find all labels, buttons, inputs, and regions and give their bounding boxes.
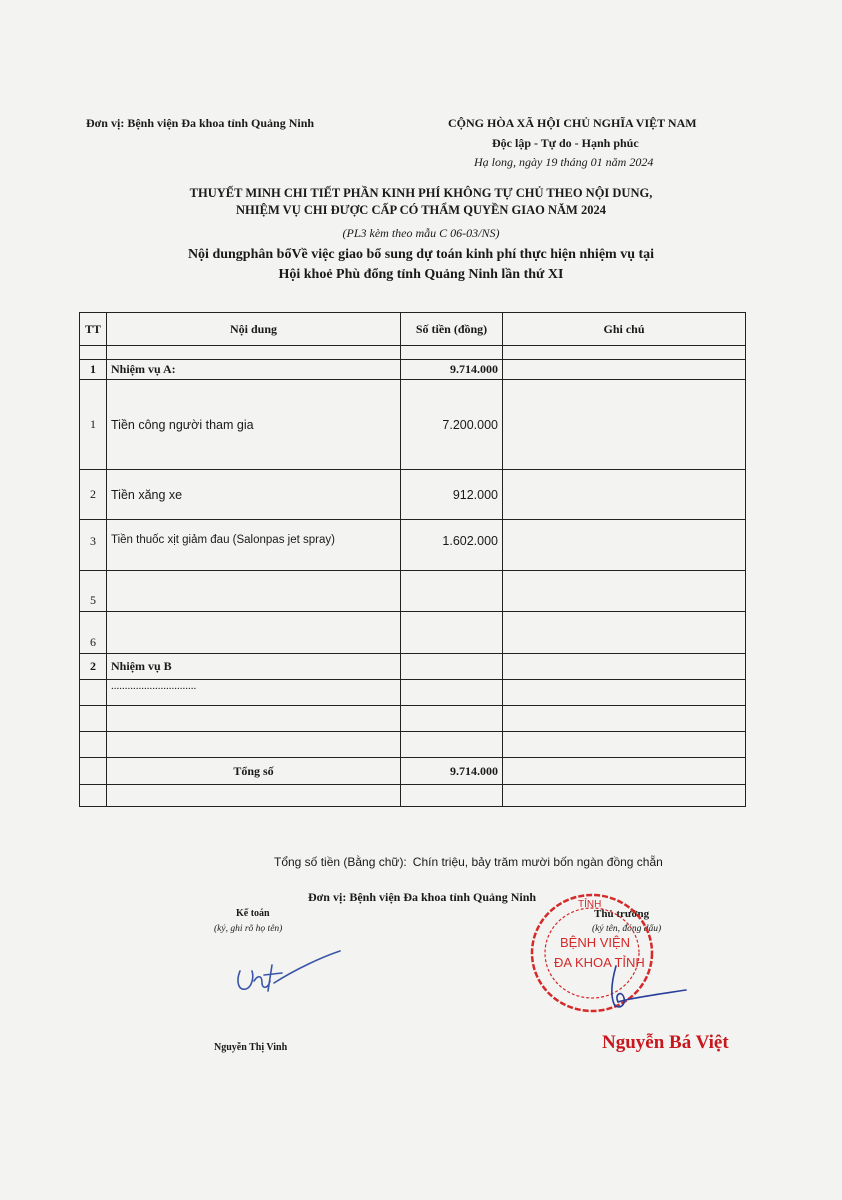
header-tt: TT: [80, 313, 107, 346]
nation-title: CỘNG HÒA XÃ HỘI CHỦ NGHĨA VIỆT NAM: [448, 116, 697, 130]
cell-content: [107, 571, 401, 612]
cell-content: [107, 612, 401, 654]
amount-in-words-value: Chín triệu, bảy trăm mười bốn ngàn đồng chẵn: [412, 855, 663, 869]
cell-note: [503, 680, 746, 706]
cell-amount: [401, 732, 503, 758]
cell-note: [503, 520, 746, 571]
table-row: [80, 654, 746, 680]
cell-content: [107, 732, 401, 758]
cell-amount: [401, 680, 503, 706]
cell-amount: 9.714.000: [401, 360, 503, 380]
doc-title-line1: THUYẾT MINH CHI TIẾT PHẦN KINH PHÍ KHÔNG TỰ CHỦ THEO NỘI DUNG,: [189, 186, 653, 200]
table-header-row: [80, 313, 746, 346]
cell-tt: 3: [80, 520, 107, 571]
cell-note: [503, 360, 746, 380]
cell-note: [503, 470, 746, 520]
cell-amount: [401, 785, 503, 807]
table-row: [80, 380, 746, 470]
cell-note: [503, 785, 746, 807]
head-name: Nguyễn Bá Việt: [602, 1032, 729, 1053]
unit-header: Đơn vị: Bệnh viện Đa khoa tỉnh Quảng Ninh: [86, 116, 315, 130]
cell-amount: [401, 654, 503, 680]
cell-note: [503, 612, 746, 654]
stamp-line2: ĐA KHOA TỈNH: [554, 955, 645, 970]
stamp-line1: BỆNH VIỆN: [560, 935, 631, 950]
motto: Độc lập - Tự do - Hạnh phúc: [492, 136, 639, 150]
cell-tt: [80, 758, 107, 785]
cell-tt: [80, 706, 107, 732]
cell-note: [503, 346, 746, 360]
cell-amount: 1.602.000: [401, 520, 503, 571]
table-row: [80, 470, 746, 520]
head-signature: [590, 960, 700, 1020]
cell-amount: [401, 706, 503, 732]
table-row: [80, 612, 746, 654]
cell-tt: 1: [80, 380, 107, 470]
accountant-signature: [226, 945, 346, 1005]
head-title: Thủ trưởng: [594, 908, 650, 920]
doc-subtitle: (PL3 kèm theo mẫu C 06-03/NS): [342, 226, 500, 240]
header-note: Ghi chú: [503, 313, 746, 346]
accountant-name: Nguyễn Thị Vinh: [214, 1042, 288, 1053]
cell-tt: 2: [80, 654, 107, 680]
amount-in-words: [274, 855, 663, 870]
cell-note: [503, 654, 746, 680]
doc-content-line2: Hội khoẻ Phù đổng tỉnh Quảng Ninh lần thứ XI: [278, 267, 564, 282]
cell-tt: 1: [80, 360, 107, 380]
header-amount: Số tiền (đồng): [401, 313, 503, 346]
cell-tt: [80, 680, 107, 706]
accountant-note: (ký, ghi rõ họ tên): [214, 924, 283, 934]
head-note: (ký tên, đóng dấu): [592, 924, 662, 934]
table-row: [80, 346, 746, 360]
table-row: [80, 680, 746, 706]
stamp-top-word: TỈNH: [578, 899, 602, 910]
cell-tt: 2: [80, 470, 107, 520]
cell-content: Nhiệm vụ B: [107, 654, 401, 680]
table-row: [80, 732, 746, 758]
cell-tt: 5: [80, 571, 107, 612]
table-row: [80, 360, 746, 380]
budget-table: [79, 312, 746, 807]
header-content: Nội dung: [107, 313, 401, 346]
table-row: [80, 706, 746, 732]
table-row-total: [80, 758, 746, 785]
accountant-title: Kế toán: [236, 908, 270, 919]
cell-tt: [80, 732, 107, 758]
doc-title-line2: NHIỆM VỤ CHI ĐƯỢC CẤP CÓ THẨM QUYỀN GIAO NĂM 2024: [236, 203, 606, 217]
amount-in-words-label: Tổng số tiền (Bằng chữ):: [274, 855, 407, 869]
cell-content: [107, 706, 401, 732]
table-row: [80, 785, 746, 807]
table-row: [80, 520, 746, 571]
cell-total-amount: 9.714.000: [401, 758, 503, 785]
cell-tt: [80, 346, 107, 360]
cell-amount: [401, 612, 503, 654]
cell-content: [107, 785, 401, 807]
cell-note: [503, 571, 746, 612]
cell-amount: [401, 346, 503, 360]
cell-amount: [401, 571, 503, 612]
cell-content: [107, 346, 401, 360]
cell-note: [503, 380, 746, 470]
place-date: Hạ long, ngày 19 tháng 01 năm 2024: [474, 155, 654, 169]
cell-note: [503, 706, 746, 732]
signing-unit: Đơn vị: Bệnh viện Đa khoa tỉnh Quảng Ninh: [308, 890, 537, 904]
cell-content: Tiền xăng xe: [107, 470, 401, 520]
table-row: [80, 571, 746, 612]
cell-content: Nhiệm vụ A:: [107, 360, 401, 380]
cell-note: [503, 758, 746, 785]
cell-amount: 7.200.000: [401, 380, 503, 470]
cell-tt: [80, 785, 107, 807]
cell-tt: 6: [80, 612, 107, 654]
cell-total-label: Tổng số: [107, 758, 401, 785]
cell-content: Tiền thuốc xịt giảm đau (Salonpas jet spray): [107, 520, 401, 571]
cell-content: Tiền công người tham gia: [107, 380, 401, 470]
cell-amount: 912.000: [401, 470, 503, 520]
doc-content-line1: Nội dungphân bổVề việc giao bổ sung dự toán kinh phí thực hiện nhiệm vụ tại: [187, 247, 655, 262]
cell-content: ...............................: [107, 680, 401, 706]
cell-note: [503, 732, 746, 758]
